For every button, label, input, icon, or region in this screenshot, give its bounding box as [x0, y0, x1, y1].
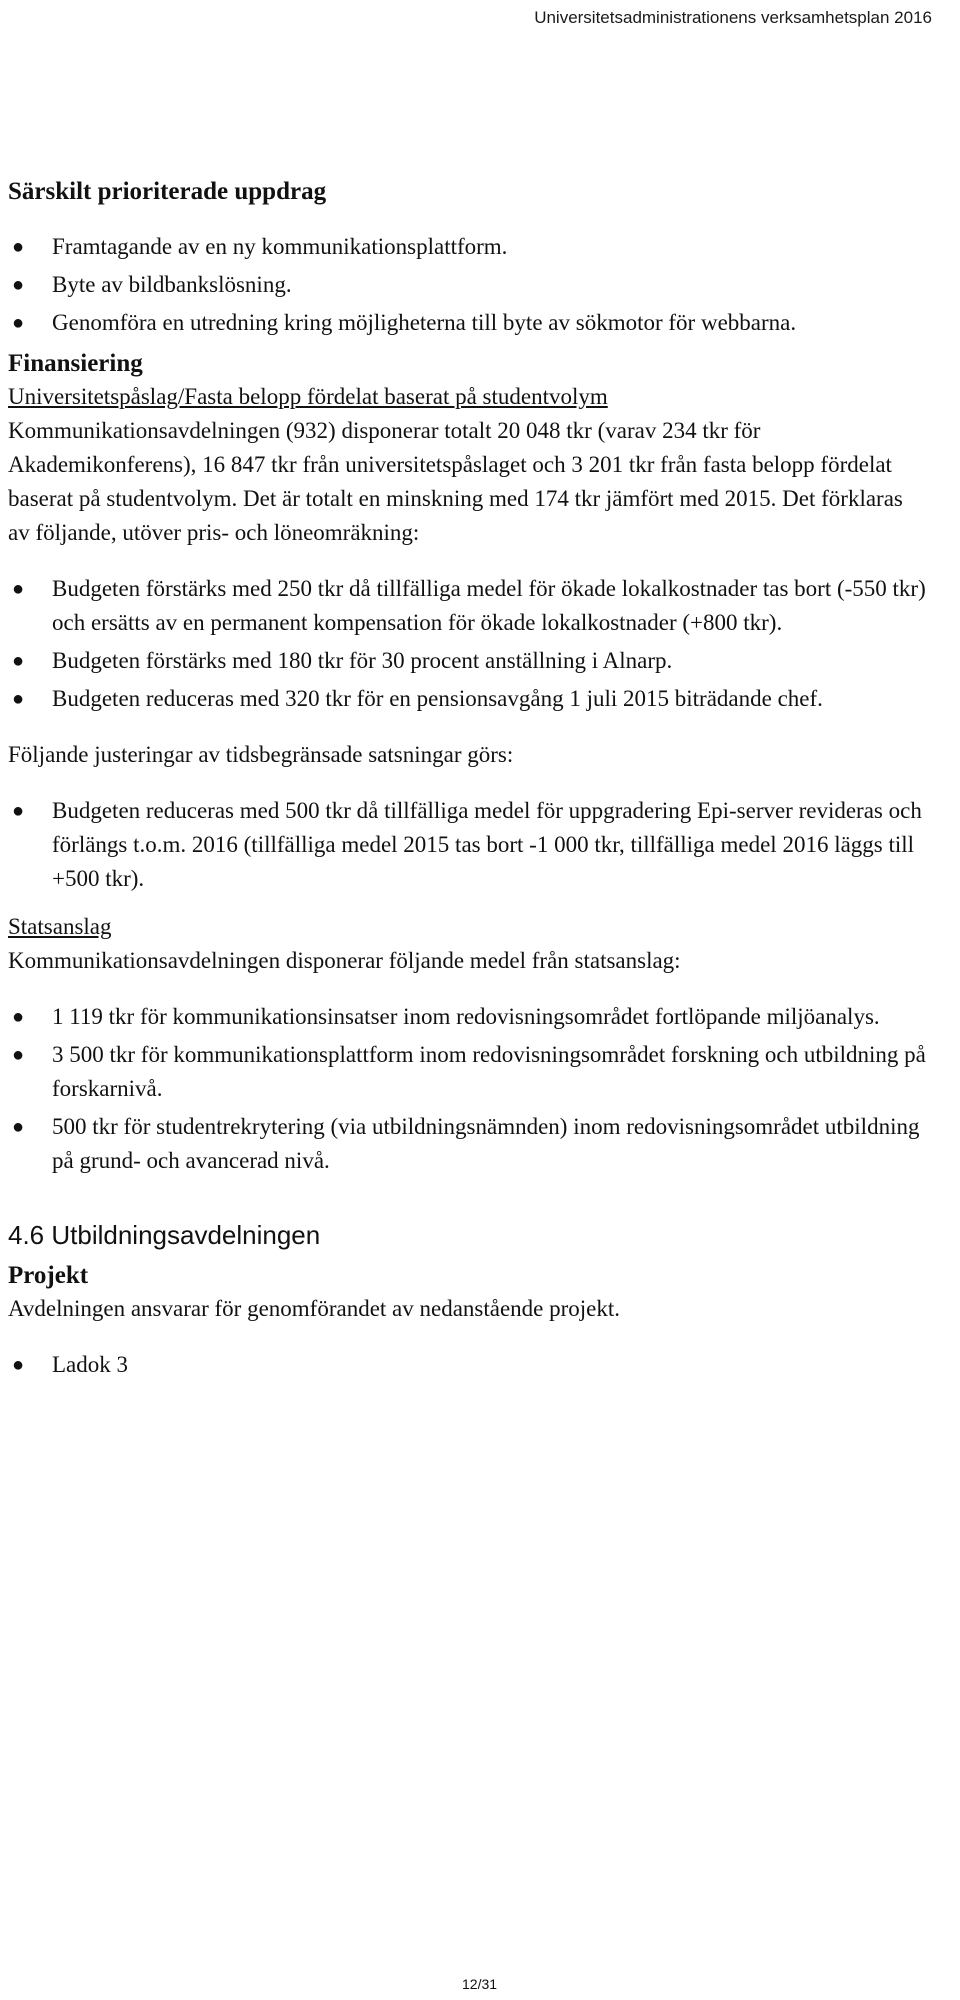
list-item: ● Budgeten förstärks med 180 tkr för 30 procent anställning i Alnarp.: [8, 644, 928, 678]
paragraph-projekt-intro: Avdelningen ansvarar för genomförandet av nedanstående projekt.: [8, 1296, 621, 1321]
list-statsanslag: [8, 1000, 928, 1178]
heading-utbildningsavdelningen: 4.6 Utbildningsavdelningen: [8, 1220, 321, 1250]
paragraph-justering-intro: Följande justeringar av tidsbegränsade satsningar görs:: [8, 742, 514, 767]
bullet-icon: ●: [12, 312, 25, 334]
list-projekt: [8, 1348, 928, 1382]
list-justering: [8, 794, 928, 896]
bullet-icon: ●: [12, 1006, 25, 1028]
bullet-icon: ●: [12, 274, 25, 296]
heading-projekt: Projekt: [8, 1262, 89, 1289]
paragraph-statsanslag-intro: Kommunikationsavdelningen disponerar följande medel från statsanslag:: [8, 948, 681, 973]
page-number: 12/31: [462, 1976, 498, 1992]
bullet-icon: ●: [12, 1044, 25, 1066]
heading-statsanslag: Statsanslag: [8, 914, 112, 939]
bullet-icon: ●: [12, 1354, 25, 1376]
bullet-icon: ●: [12, 1116, 25, 1138]
bullet-icon: ●: [12, 578, 25, 600]
page-content: [8, 176, 928, 1386]
list-item: ● 3 500 tkr för kommunikationsplattform inom redovisningsområdet forskning och utbildning på forskarnivå.: [8, 1038, 928, 1106]
list-item: ● 500 tkr för studentrekrytering (via utbildningsnämnden) inom redovisningsområdet utbildning på grund- och avancerad nivå.: [8, 1110, 928, 1178]
bullet-icon: ●: [12, 800, 25, 822]
bullet-icon: ●: [12, 650, 25, 672]
list-item: ● Ladok 3: [8, 1348, 928, 1382]
running-header: Universitetsadministrationens verksamhetsplan 2016: [534, 8, 932, 27]
list-prioriterade: [8, 230, 928, 340]
list-item: ● 1 119 tkr för kommunikationsinsatser inom redovisningsområdet fortlöpande miljöanalys.: [8, 1000, 928, 1034]
paragraph-finansiering: Kommunikationsavdelningen (932) disponerar totalt 20 048 tkr (varav 234 tkr för Akademikonferens), 16 847 tkr från universitetspåslaget och 3 201 tkr från fasta belopp fördelat baserat på studentvolym. Det är totalt en minskning med 174 tkr jämfört med 2015. Det förklaras av följande, utöver pris- och löneomräkning:: [8, 418, 903, 545]
list-item: ● Budgeten reduceras med 500 tkr då tillfälliga medel för uppgradering Epi-server revideras och förlängs t.o.m. 2016 (tillfälliga medel 2015 tas bort -1 000 tkr, tillfälliga medel 2016 läggs till +500 tkr).: [8, 794, 928, 896]
list-item: ● Framtagande av en ny kommunikationsplattform.: [8, 230, 928, 264]
list-item: ● Genomföra en utredning kring möjligheterna till byte av sökmotor för webbarna.: [8, 306, 928, 340]
list-item: ● Budgeten reduceras med 320 tkr för en pensionsavgång 1 juli 2015 biträdande chef.: [8, 682, 928, 716]
list-item: ● Byte av bildbankslösning.: [8, 268, 928, 302]
bullet-icon: ●: [12, 236, 25, 258]
list-finansiering: [8, 572, 928, 716]
heading-finansiering: Finansiering: [8, 350, 143, 377]
list-item: ● Budgeten förstärks med 250 tkr då tillfälliga medel för ökade lokalkostnader tas bort (-550 tkr) och ersätts av en permanent kompensation för ökade lokalkostnader (+800 tkr).: [8, 572, 928, 640]
heading-prioriterade: Särskilt prioriterade uppdrag: [8, 178, 327, 205]
subheading-universitetspaslag: Universitetspåslag/Fasta belopp fördelat baserat på studentvolym: [8, 384, 608, 409]
bullet-icon: ●: [12, 688, 25, 710]
